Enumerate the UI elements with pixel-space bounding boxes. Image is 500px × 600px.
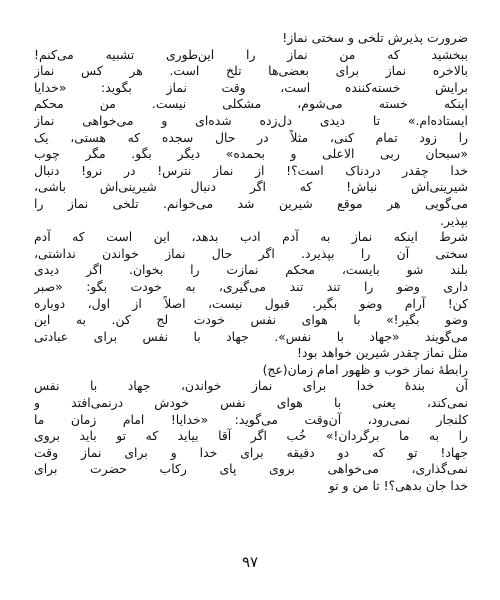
- text-line: ایستاده‌ام.» تا دیدی دل‌زده شده‌ای و می‌خواهی نماز: [34, 112, 468, 128]
- text-line: جهاد! تو که دو دقیقه برای خدا و برای نماز وقت: [34, 444, 468, 460]
- text-line: اینکه خسته می‌شوم، مشکلی نیست. من محکم: [34, 96, 468, 112]
- section-heading-1: ضرورت پذیرش تلخی و سختی نماز!: [282, 30, 468, 45]
- section-heading-2: رابطهٔ نماز خوب و ظهور امام زمان(عج): [262, 361, 468, 377]
- text-line: می‌گویی هر موقع شیرین شد می‌خوانم. تلخی نماز را: [34, 195, 468, 211]
- page-number: ۹۷: [241, 553, 259, 571]
- text-line: نمی‌کند، یعنی با هوای نفس خودش درنمی‌افتد و: [34, 395, 468, 411]
- text-line: ببخشید که من نماز را این‌طوری تشبیه می‌کنم!: [34, 46, 468, 62]
- text-line: بلند شو بایست، محکم نمازت را بخوان. اگر دیدی: [34, 262, 468, 278]
- text-line: کن! آرام وضو بگیر. قبول نیست، اصلاً از اول، دوباره: [34, 295, 468, 311]
- text-line: «سبحان ربی الاعلی و بحمده» دیگر بگو. مگر چوب: [34, 146, 468, 162]
- text-line: می‌گویند «جهاد با نفس». جهاد با نفس برای عبادتی: [34, 328, 468, 344]
- text-line: شرط اینکه نماز به آدم ادب بدهد، این است که آدم: [34, 229, 468, 245]
- text-line: بالاخره نماز برای بعضی‌ها تلخ است. هر کس نماز: [34, 63, 468, 79]
- text-line: نمی‌گذاری، می‌خواهی بروی پای رکاب حضرت برای: [34, 461, 468, 477]
- text-line: برایش خسته‌کننده است، وقت نماز بگوید: «خدایا: [34, 79, 468, 95]
- text-line: آن بندهٔ خدا برای نماز خواندن، جهاد با نفس: [34, 378, 468, 394]
- text-line: را زود تمام کنی، مثلاً در حال سجده که هستی، یک: [34, 129, 468, 145]
- text-line: وضو بگیر!» با هوای نفس خودت لج کن. به این: [34, 312, 468, 328]
- text-line: کلنجار نمی‌رود، آن‌وقت می‌گوید: «خدایا! امام زمان ما: [34, 411, 468, 427]
- text-line: بپذیر.: [440, 212, 468, 228]
- text-line: را به ما برگردان!» خُب اگر آقا بیاید که تو باید بروی: [34, 428, 468, 444]
- page-body: [34, 30, 468, 495]
- text-line: سختی آن را بپذیرد. اگر حال نماز خواندن نداشتی،: [34, 245, 468, 261]
- text-line: مثل نماز چقدر شیرین خواهد بود!: [297, 345, 468, 361]
- text-line: شیرینی‌اش نباش! که اگر دنبال شیرینی‌اش باشی،: [34, 179, 468, 195]
- text-line: خدا چقدر دردناک است؟! از نماز نترس! در نرو! دنبال: [34, 162, 468, 178]
- text-line: خدا جان بدهی؟! تا من و تو: [328, 478, 468, 494]
- text-line: داری وضو را تند تند می‌گیری، به خودت بگو: «صبر: [34, 278, 468, 294]
